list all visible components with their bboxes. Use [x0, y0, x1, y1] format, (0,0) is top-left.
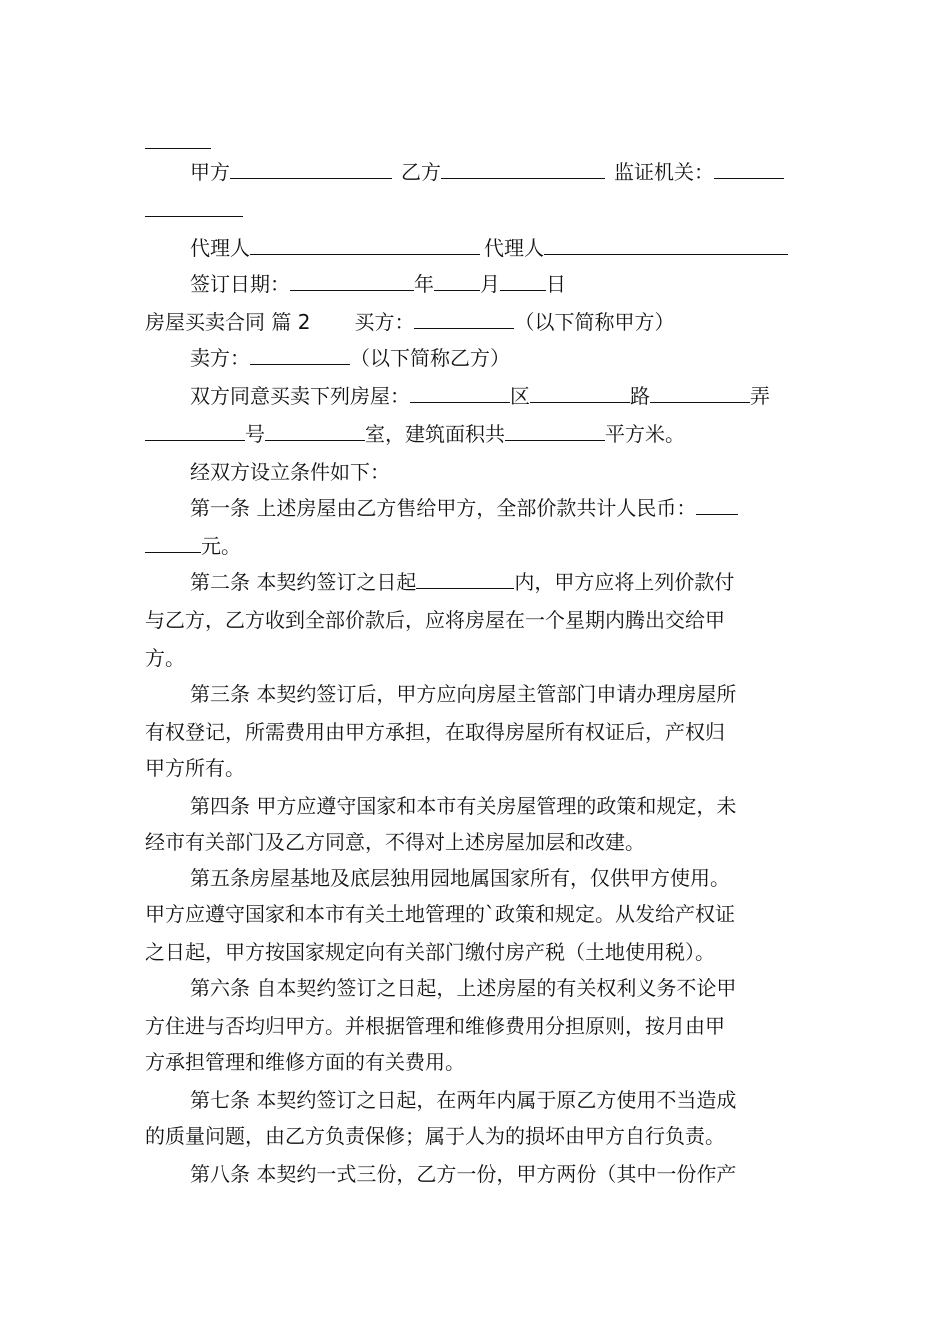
signature-row-parties: [190, 158, 784, 186]
district-label: 区: [510, 384, 530, 408]
conditions-intro: 经双方设立条件如下：: [190, 460, 390, 484]
blank-line: [145, 421, 245, 441]
article-2-line-2: 与乙方，乙方收到全部价款后，应将房屋在一个星期内腾出交给甲: [145, 608, 725, 632]
blank-line: [265, 421, 365, 441]
blank-line: [544, 235, 788, 255]
blank-line: [696, 495, 738, 515]
agent-b-label: 代理人: [484, 236, 544, 260]
article-2-line-3: 方。: [145, 646, 185, 670]
party-b-label: 乙方: [401, 160, 441, 184]
blank-line: [505, 421, 605, 441]
seller-label: 卖方：: [190, 346, 250, 370]
article-5-line-1: 第五条房屋基地及底层独用园地属国家所有，仅供甲方使用。: [190, 866, 730, 890]
blank-line: [414, 309, 514, 329]
section-title: 房屋买卖合同 篇 2: [145, 310, 311, 334]
blank-line: [230, 159, 392, 179]
blank-line: [410, 383, 510, 403]
agent-a-label: 代理人: [190, 236, 250, 260]
section-title-row: [145, 308, 674, 336]
article-1-end: 元。: [201, 534, 241, 558]
article-4-line-1: 第四条 甲方应遵守国家和本市有关房屋管理的政策和规定，未: [190, 794, 737, 818]
blank-line: [416, 569, 514, 589]
blank-line: [434, 271, 480, 291]
blank-line: [650, 383, 750, 403]
number-label: 号: [245, 422, 265, 446]
article-7-line-2: 的质量问题，由乙方负责保修；属于人为的损坏由甲方自行负责。: [145, 1124, 725, 1148]
house-row-1: [190, 382, 770, 410]
article-7-line-1: 第七条 本契约签订之日起，在两年内属于原乙方使用不当造成: [190, 1088, 737, 1112]
article-2-text: 第二条 本契约签订之日起: [190, 570, 417, 594]
blank-line: [145, 197, 243, 217]
article-1-line-2: [145, 532, 241, 560]
article-2-line-1: [190, 568, 734, 596]
lane-label: 弄: [750, 384, 770, 408]
article-4-line-2: 经市有关部门及乙方同意，不得对上述房屋加层和改建。: [145, 830, 645, 854]
top-rule-line: [145, 128, 211, 156]
article-3-line-1: 第三条 本契约签订后，甲方应向房屋主管部门申请办理房屋所: [190, 682, 737, 706]
blank-line: [441, 159, 605, 179]
seller-row: [190, 344, 510, 372]
article-6-line-1: 第六条 自本契约签订之日起，上述房屋的有关权利义务不论甲: [190, 976, 737, 1000]
room-label: 室，建筑面积共: [365, 422, 505, 446]
article-6-line-2: 方住进与否均归甲方。并根据管理和维修费用分担原则，按月由甲: [145, 1014, 725, 1038]
blank-line: [290, 271, 414, 291]
signature-row-continuation: [145, 196, 243, 224]
article-3-line-3: 甲方所有。: [145, 756, 245, 780]
house-row-2: [145, 420, 685, 448]
article-1-line-1: [190, 494, 738, 522]
seller-note: （以下简称乙方）: [350, 346, 510, 370]
signature-row-agents: [190, 234, 788, 262]
buyer-label: 买方：: [354, 310, 415, 334]
article-6-line-3: 方承担管理和维修方面的有关费用。: [145, 1050, 465, 1074]
article-5-line-2: 甲方应遵守国家和本市有关土地管理的`政策和规定。从发给产权证: [145, 902, 735, 926]
blank-line: [145, 533, 201, 553]
article-8-line-1: 第八条 本契约一式三份，乙方一份，甲方两份（其中一份作产: [190, 1162, 737, 1186]
blank-line: [145, 129, 211, 149]
party-a-label: 甲方: [190, 160, 230, 184]
article-5-line-3: 之日起，甲方按国家规定向有关部门缴付房产税（土地使用税）。: [145, 940, 715, 964]
area-unit-label: 平方米。: [605, 422, 685, 446]
article-2-text-cont: 内，甲方应将上列价款付: [514, 570, 735, 594]
blank-line: [250, 345, 350, 365]
blank-line: [714, 159, 784, 179]
house-intro: 双方同意买卖下列房屋：: [190, 384, 410, 408]
day-label: 日: [546, 272, 566, 296]
year-label: 年: [414, 272, 434, 296]
blank-line: [250, 235, 480, 255]
month-label: 月: [480, 272, 500, 296]
article-3-line-2: 有权登记，所需费用由甲方承担，在取得房屋所有权证后，产权归: [145, 720, 725, 744]
sign-date-label: 签订日期：: [190, 272, 290, 296]
sign-date-row: [190, 270, 566, 298]
road-label: 路: [630, 384, 650, 408]
supervisor-label: 监证机关：: [614, 160, 714, 184]
blank-line: [530, 383, 630, 403]
article-1-text: 第一条 上述房屋由乙方售给甲方，全部价款共计人民币：: [190, 496, 697, 520]
buyer-note: （以下简称甲方）: [514, 310, 675, 334]
blank-line: [500, 271, 546, 291]
